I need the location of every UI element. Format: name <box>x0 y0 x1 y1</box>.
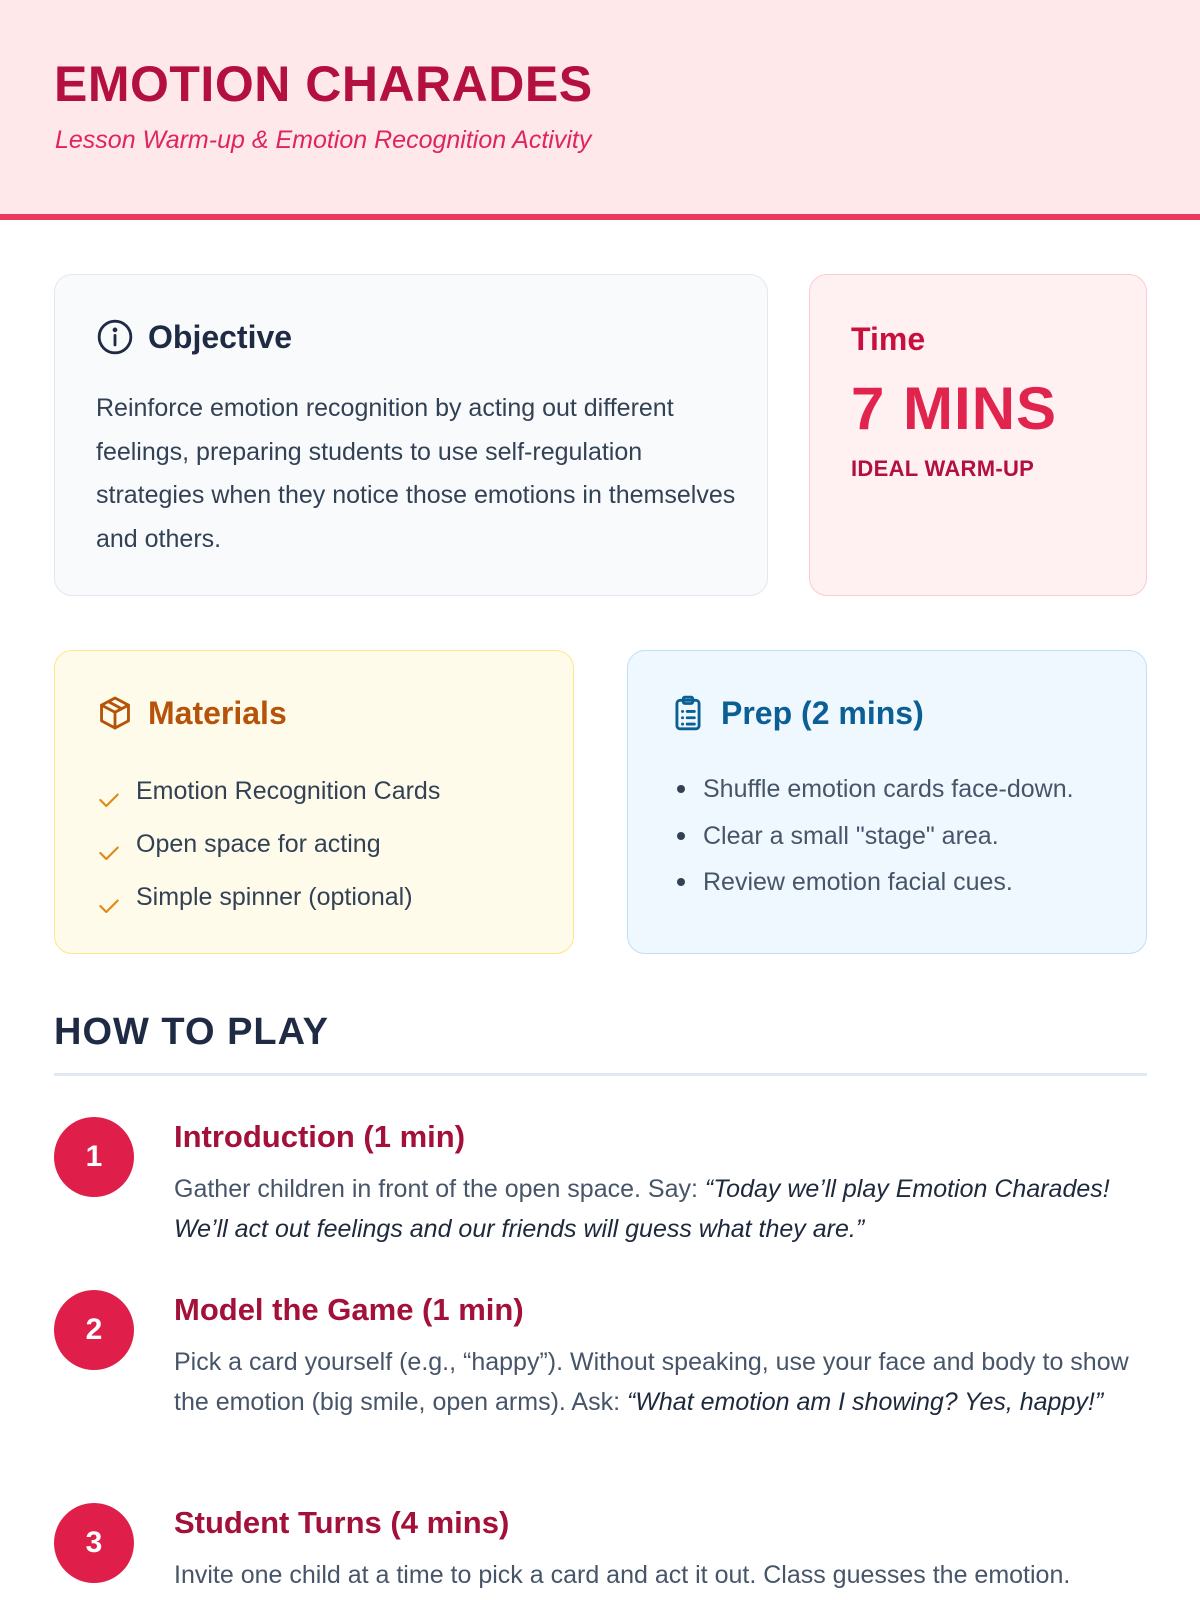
list-item <box>669 813 1074 860</box>
list-item <box>96 871 440 924</box>
prep-item-label: Review emotion facial cues. <box>703 868 1013 896</box>
step-title: Introduction (1 min) <box>174 1119 466 1154</box>
step-text: Pick a card yourself (e.g., “happy”). Without speaking, use your face and body to show the emotion (big smile, open arms). Ask: <box>174 1348 1129 1416</box>
list-item <box>96 765 440 818</box>
prep-title: Prep (2 mins) <box>721 695 924 731</box>
time-note: IDEAL WARM-UP <box>851 456 1035 481</box>
step-number-badge: 1 <box>54 1117 134 1197</box>
package-icon <box>96 694 134 732</box>
prep-card <box>627 650 1147 954</box>
step-description <box>174 1555 1149 1595</box>
objective-text: Reinforce emotion recognition by acting out different feelings, preparing students to use self-regulation strategies when they notice those emotions in themselves and others. <box>96 394 736 553</box>
time-value: 7 MINS <box>851 375 1058 442</box>
step-title: Student Turns (4 mins) <box>174 1505 510 1540</box>
step-text: Invite one child at a time to pick a card and act it out. Class guesses the emotion. <box>174 1561 1071 1589</box>
step-text: Gather children in front of the open space. Say: <box>174 1175 705 1203</box>
step-title: Model the Game (1 min) <box>174 1292 524 1327</box>
step-item <box>54 1290 1147 1470</box>
check-icon <box>96 885 122 911</box>
step-description <box>174 1342 1149 1422</box>
objective-title: Objective <box>148 319 293 355</box>
step-quote: “What emotion am I showing? Yes, happy!” <box>626 1388 1104 1416</box>
step-number-badge: 2 <box>54 1290 134 1370</box>
material-item-label: Emotion Recognition Cards <box>136 777 441 805</box>
info-icon <box>96 318 134 356</box>
bullet-icon <box>677 878 685 886</box>
prep-item-label: Shuffle emotion cards face-down. <box>703 775 1074 803</box>
step-item <box>54 1503 1147 1600</box>
page-subtitle: Lesson Warm-up & Emotion Recognition Activity <box>55 126 592 154</box>
prep-item-label: Clear a small "stage" area. <box>703 821 999 850</box>
clipboard-list-icon <box>669 694 707 732</box>
materials-header <box>96 693 287 733</box>
how-to-play-heading: HOW TO PLAY <box>54 1011 329 1053</box>
objective-header <box>96 317 292 357</box>
objective-card <box>54 274 768 596</box>
material-item-label: Open space for acting <box>136 830 381 858</box>
check-icon <box>96 832 122 858</box>
bullet-icon <box>677 832 685 840</box>
step-description <box>174 1169 1149 1249</box>
prep-header <box>669 693 924 733</box>
materials-card <box>54 650 574 954</box>
bullet-icon <box>677 785 685 793</box>
section-divider <box>54 1073 1147 1076</box>
time-card <box>809 274 1147 596</box>
page-title: EMOTION CHARADES <box>54 56 593 112</box>
materials-list <box>96 765 440 924</box>
step-quote: “Today we’ll play Emotion Charades! We’ll act out feelings and our friends will guess what they are.” <box>174 1175 1110 1243</box>
list-item <box>669 766 1074 813</box>
time-label: Time <box>851 321 926 357</box>
list-item <box>96 818 440 871</box>
materials-title: Materials <box>148 695 287 731</box>
page-header <box>0 0 1200 220</box>
step-number-badge: 3 <box>54 1503 134 1583</box>
material-item-label: Simple spinner (optional) <box>136 883 413 911</box>
check-icon <box>96 779 122 805</box>
step-item <box>54 1117 1147 1257</box>
prep-list <box>669 766 1074 906</box>
list-item <box>669 859 1074 906</box>
